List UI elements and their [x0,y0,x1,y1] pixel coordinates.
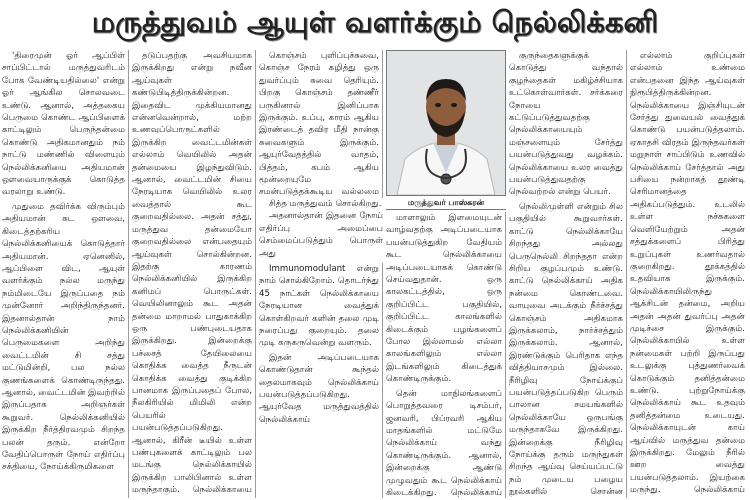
paragraph: தென் மாநிலங்களைப் பொறுத்தவரை டிசம்பர், ஜனவரி, பிப்ரவரி ஆகிய மாதங்களில் மட்டுமே நெல்லிக்காய் வந்து கொண்டிருக்கும். ஆனால், இன்றைக்கு ஆண்டு முழுவதும் கூட நெல்லிக்காய் கிடைக்கிறது. நெல்லிக்காய் [386,388,502,498]
article-headline: மருத்துவம் ஆயுள் வளர்க்கும் நெல்லிக்கனி [0,0,750,48]
paragraph: இதன் அடிப்படையாக கொண்டுதான் கூந்தல் தைலமாகவும் நெல்லிக்காய் பயன்படுத்தப்படுகிறது. ஆயுர்வேத மருத்துவத்தில் நெல்லிக்காய் [259,352,379,425]
paragraph: தடுப்பதற்கு அவசியமாக இருக்கிறது என்று நவீன ஆய்வுகள் கண்டுபிடித்திருக்கின்றன. இதைவிட முக்கியமானது என்னவென்றால், மற்ற உணவுப்பொருட்களில் இருக்கிற வைட்டமின்கள் எல்லாம் வெயிலில் அதன் தன்மையை இழந்துவிடும். ஆனால், வைட்டமின் சியை நேரடியாக வெயிலில் உலர வைத்தால் கூட குறைவதில்லை. அதன் சத்து, மருத்துவ தன்மையோ குறைவதில்லை என்பதையும் ஆய்வுகள் சொல்கின்றன. இதற்கு காரணம் நெல்லிக்கனியில் இருக்கிற கனிமப் பொருட்கள். வெயிலினாலும் கூட அதன் தன்மை மாறாமல் பாதுகாக்கிற ஒரு பண்புடையதாக இருக்கிறது. இன்றைக்கு பச்சைத் தேயிலையை கொதிக்க வைத்த நீருடன் கொதிக்க வைத்து குடிக்கிற பானமாக இருப்பதைப் போல, நீலகிரியில் மிமிலி என்ற பெயரில் பயன்படுத்தப்படுகிறது. ஆனால், கிரீன் டீயில் உள்ள பண்புகளைக் காட்டிலும் பல மடங்கு நெல்லிக்காயில் இருக்கிற பாலிபினால் உள்ள மருந்தாகும். நெல்லிக்காயை [132,51,252,496]
paragraph: Immunomodulant என்று நாம் சொல்கிறோம். தொடர்ந்து 45 நாட்கள் நெல்லிக்காயை நேரடியான வைத்துக் கொள்கிறவர் களின் தலை முடி நரைப்பது குறையும். தலை முடி கருகருவென்று வளரும். [259,264,379,349]
doctor-photo [386,50,506,196]
paragraph: குருந்தைகளுக்குக் கொடுத்து வந்தால் குழந்தைகள் மகிழ்ச்சியாக உட்கொள்வார்கள். சர்க்கரை நோயை கட்டுப்படுத்துவதற்கு நெல்லிக்காயையும் மஞ்சளையும் சேர்த்து பயன்படுத்துவது வழக்கம். நெல்லிக்காயை உலர வைத்து பயன்படுத்துவதற்கு நெல்வற்றல் என்று பெயர். [509,51,623,198]
paragraph: எல்லாம் குறிப்புகள் எல்லாம் உண்மை என்பதனை இந்த ஆய்வுகள் நிரூபித்திருக்கின்றன. நெல்லிக்காயை இஞ்சியுடன் சேர்த்து துவையல் வைத்துக் கொண்டு பயன்படுத்தலாம். ஏகாதசி விரதம் இருந்தவர்கள் மறுநாள் சாப்பிடும் உணவில் நெல்லிக்காய் சேர்த்தால் அது பசியை நன்றாகத் தூண்டி செரிமானத்தை அதிகப்படுத்தும். உடலில் உள்ள நச்சுகளை வெளியேற்றும் அதன் சத்துக்களைப் பிரித்து உறுப்புகள் உணர்வதால் குறைகிறது. தூக்கத்தில் உதவியாக இருக்கும். நெல்லிக்காயிலிருந்து ஆக்சிடன் தன்மை, அறிய அதன் அதன் துவர்ப்பு அதன் முடிச்சை இருக்கும். நெல்லிக்காயில் உள்ள நன்மைகள் பற்றி இருப்பது உடலுக்கு புத்துணர்வைக் கொடுக்கும் தனித்தன்மை உண்டு. புற்றுநோய்க்கு நெல்லிக்காய் கூட உதவும் தனித்தன்மை உடையது. நெல்லிக்காயுடன் காய் ஆய்வில் மருத்துவ தன்மை இருக்கிறது. மேலும் நீரில் ஊற வைத்து பயன்படுத்தலாம். இயற்கை மருந்து. நெல்லிக்காய் [630,51,745,496]
doctor-portrait-image [387,51,505,195]
column-3-middle [259,198,383,263]
column-5 [509,50,627,498]
column-3-bottom [259,263,383,498]
column-4 [386,212,506,498]
paragraph: மாளாலும் இளமையுடன் வாழ்வதற்கு அடிப்படையாக பயன்படுத்துகிற வேதியம் கூட நெல்லிக்காயை அடிப்படையாகக் கொண்டு செய்வதுதான். ஒரு காலகட்டத்தில், ஒரு குறிப்பிட்ட பகுதியில், குறிப்பிட்ட காலங்களில் கிடைக்கும் பழங்களைப் போல இல்லாமல் எல்லா காலங்களிலும் எல்லா இடங்களிலும் கிடைத்துக் கொண்டிருக்கும். [386,213,502,385]
column-6 [630,50,748,498]
column-1 [2,50,129,498]
paragraph: கொஞ்சம் புளிப்புச்சுவை, கொஞ்ச நேரம் கழித்து ஒரு துவர்ப்பும் சுவை தெரியும். பிறகு கொஞ்சம் தண்ணீர் பருகினால் இனிப்பாக இருக்கும். உப்பு, காரம் ஆகிய இரண்டைத் தவிர மீதி நான்கு சுவைகளும் இருக்கும். ஆயுர்வேதத்தில் வாதம், பித்தம், கபம் ஆகிய மூன்றையுமே சமன்படுத்தக்கூடிய வல்லமை [259,51,379,198]
paragraph: நெல்லிமுள்ளி என்றும் சில பகுதியில் கூறுவார்கள். காட்டு நெல்லிக்காயே சிறந்தது அல்லது பெருநெல்லி சிறந்ததா என்ற சிறிய குழப்பமும் உண்டு. காட்டு நெல்லிக்காய் அதிக நன்மை கொண்டவை. வாயுவை அடக்கும் நீர்ச்சத்து கொஞ்சம் அதிகமாக இருக்கலாம், நார்ச்சத்தும் இருக்கலாம். ஆனால், இரண்டுக்கும் பெரிதாக எந்த வித்தியாசமும் இல்லை. நீரிழிவு நோய்க்குப் பயன்படுத்தப்படுகிற பெரும் பாலான சமயங்களில் நெல்லிக்காயே ஒருபங்கு மருந்தாகவே இருக்கிறது. இன்றைக்கு நீரிழிவு நோய்க்கு தரும் மருந்துகள் சிறந்த ஆய்வு செய்யப்பட்டு நம் முடைய பழைய நூல்களில் சொன்ன [509,201,623,498]
paragraph: முதுமை தவிர்க்க விரும்பும் அதியமான் கட ஔவை, கிடைத்தற்கரிய நெல்லிக்கனியைக் கொடுத்தார் அதியமான். ஏனெனில், ஆப்பிளை விட, ஆயுள் வளர்க்கும் நல்ல மருந்து நம்மிடையே இருப்பதை நம் முன்னோர் அறிந்திருந்தனர். இதனால்தான் நாம் நெல்லிக்கனியின் பெருமைகளை அறிந்து வைட்டமின் சி சத்து மட்டுமின்றி, பல நல்ல குணங்களைக் கொண்டிருந்தது. ஆனால், வைட்டமின் இவற்றில் இருப்பதாக அறிஞர்கள் கூறுவர். நெல்லிக்கனியில் இருக்கிற நீர்த்திரவமும் சிறந்த பலன் தரும். என்றோ வேதிப்பொருள் நோய் எதிர்ப்பு சக்தியை, நோய்க்கிருமிகளை [2,201,125,473]
paragraph: 'திரைமுன் ஓர் ஆப்பிள் சாப்பிட்டால் மருத்துவரிடம் போக வேண்டியதில்லை' என்று ஓர் ஆங்கில சொலவடை உண்டு. ஆனால், அத்தகைய பெருமை கொண்ட ஆப்பிளைக் காட்டிலும் பெருந்தன்மை கொண்டு அதிகமானதும் நம் நாட்டு மண்ணில் விளையும் நெல்லிக்கனியை அதியமான் ஔவையாருக்குக் கொடுத்த வரலாறு உண்டு. [2,51,125,198]
column-3-top [259,50,383,198]
photo-caption: மருத்துவர் பாஸ்கரன் [386,196,506,210]
column-2 [132,50,256,498]
paragraph: சித்த மருத்துவம் சொல்கிறது. [269,199,382,209]
paragraph: அதனால்தான் இதனை நோய் எதிர்ப்பு அமைப்பை செம்மைப்படுத்தும் பொருள் அது [259,211,383,259]
